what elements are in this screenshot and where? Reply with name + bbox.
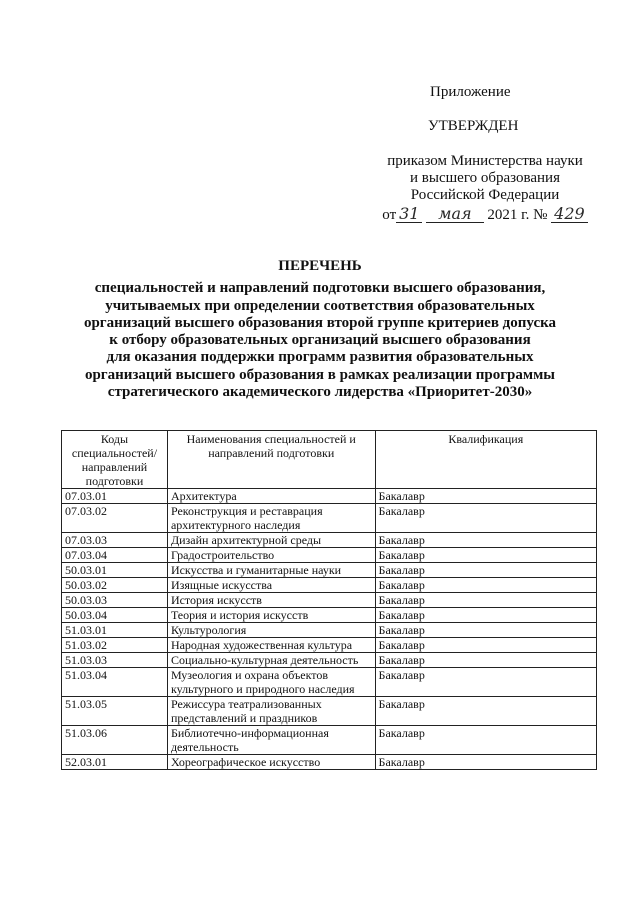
cell-name: Градостроительство: [167, 548, 375, 563]
cell-name: Народная художественная культура: [167, 638, 375, 653]
cell-qualification: Бакалавр: [375, 638, 596, 653]
cell-qualification: Бакалавр: [375, 623, 596, 638]
order-line: и высшего образования: [410, 170, 560, 186]
cell-name: Реконструкция и реставрация архитектурного наследия: [167, 504, 375, 533]
cell-code: 50.03.01: [62, 563, 168, 578]
cell-qualification: Бакалавр: [375, 578, 596, 593]
cell-name: Режиссура театрализованных представлений и праздников: [167, 697, 375, 726]
cell-name: Библиотечно-информационная деятельность: [167, 726, 375, 755]
cell-code: 07.03.02: [62, 504, 168, 533]
cell-qualification: Бакалавр: [375, 563, 596, 578]
table-row: [62, 638, 597, 653]
approved-label: УТВЕРЖДЕН: [428, 118, 519, 134]
cell-name: Социально-культурная деятельность: [167, 653, 375, 668]
table-row: [62, 726, 597, 755]
title-heading: ПЕРЕЧЕНЬ: [278, 258, 362, 274]
table-row: [62, 533, 597, 548]
header-codes: Коды специальностей/ направлений подготовки: [62, 431, 168, 489]
title-line: стратегического академического лидерства «Приоритет-2030»: [107, 384, 533, 401]
cell-qualification: Бакалавр: [375, 593, 596, 608]
cell-name: Теория и история искусств: [167, 608, 375, 623]
cell-qualification: Бакалавр: [375, 548, 596, 563]
table-row: [62, 489, 597, 504]
cell-qualification: Бакалавр: [375, 755, 596, 770]
table-row: [62, 755, 597, 770]
order-number: 429: [551, 205, 588, 223]
cell-qualification: Бакалавр: [375, 697, 596, 726]
title-line: к отбору образовательных организаций высшего образования: [109, 332, 531, 349]
title-line: организаций высшего образования второй группе критериев допуска: [83, 314, 557, 331]
title-line: для оказания поддержки программ развития образовательных: [106, 349, 534, 366]
cell-code: 51.03.03: [62, 653, 168, 668]
appendix-label: Приложение: [430, 84, 511, 100]
cell-name: Архитектура: [167, 489, 375, 504]
cell-qualification: Бакалавр: [375, 653, 596, 668]
cell-qualification: Бакалавр: [375, 489, 596, 504]
cell-name: Хореографическое искусство: [167, 755, 375, 770]
cell-code: 50.03.02: [62, 578, 168, 593]
cell-name: Дизайн архитектурной среды: [167, 533, 375, 548]
date-year: 2021 г. №: [487, 207, 548, 223]
date-day: 31: [396, 205, 422, 223]
cell-name: Музеология и охрана объектов культурного и природного наследия: [167, 668, 375, 697]
cell-qualification: Бакалавр: [375, 504, 596, 533]
cell-qualification: Бакалавр: [375, 533, 596, 548]
cell-code: 51.03.05: [62, 697, 168, 726]
table-row: [62, 548, 597, 563]
table-row: [62, 623, 597, 638]
table-row: [62, 668, 597, 697]
cell-code: 52.03.01: [62, 755, 168, 770]
cell-code: 50.03.03: [62, 593, 168, 608]
date-prefix: от: [382, 207, 397, 223]
cell-code: 07.03.03: [62, 533, 168, 548]
table-row: [62, 578, 597, 593]
document-title: [60, 258, 580, 401]
table-row: [62, 563, 597, 578]
table-row: [62, 608, 597, 623]
cell-code: 50.03.04: [62, 608, 168, 623]
table-row: [62, 504, 597, 533]
cell-name: Изящные искусства: [167, 578, 375, 593]
cell-code: 51.03.06: [62, 726, 168, 755]
title-line: учитываемых при определении соответствия образовательных: [105, 297, 535, 314]
order-line: приказом Министерства науки: [387, 153, 583, 169]
cell-qualification: Бакалавр: [375, 608, 596, 623]
header-qualification: Квалификация: [375, 431, 596, 489]
date-month: мая: [426, 205, 483, 223]
cell-qualification: Бакалавр: [375, 668, 596, 697]
order-date-line: [375, 205, 595, 224]
table-header-row: [62, 431, 597, 489]
table-row: [62, 653, 597, 668]
cell-code: 51.03.01: [62, 623, 168, 638]
order-reference: [375, 153, 595, 224]
order-line: Российской Федерации: [410, 187, 560, 203]
cell-code: 51.03.02: [62, 638, 168, 653]
title-line: специальностей и направлений подготовки высшего образования,: [94, 280, 546, 297]
table-row: [62, 697, 597, 726]
cell-qualification: Бакалавр: [375, 726, 596, 755]
cell-name: Культурология: [167, 623, 375, 638]
cell-code: 07.03.04: [62, 548, 168, 563]
cell-code: 07.03.01: [62, 489, 168, 504]
table-row: [62, 593, 597, 608]
specialties-table: [61, 430, 597, 770]
title-line: организаций высшего образования в рамках реализации программы: [84, 366, 556, 383]
header-names: Наименования специальностей и направлений подготовки: [167, 431, 375, 489]
cell-code: 51.03.04: [62, 668, 168, 697]
cell-name: История искусств: [167, 593, 375, 608]
cell-name: Искусства и гуманитарные науки: [167, 563, 375, 578]
